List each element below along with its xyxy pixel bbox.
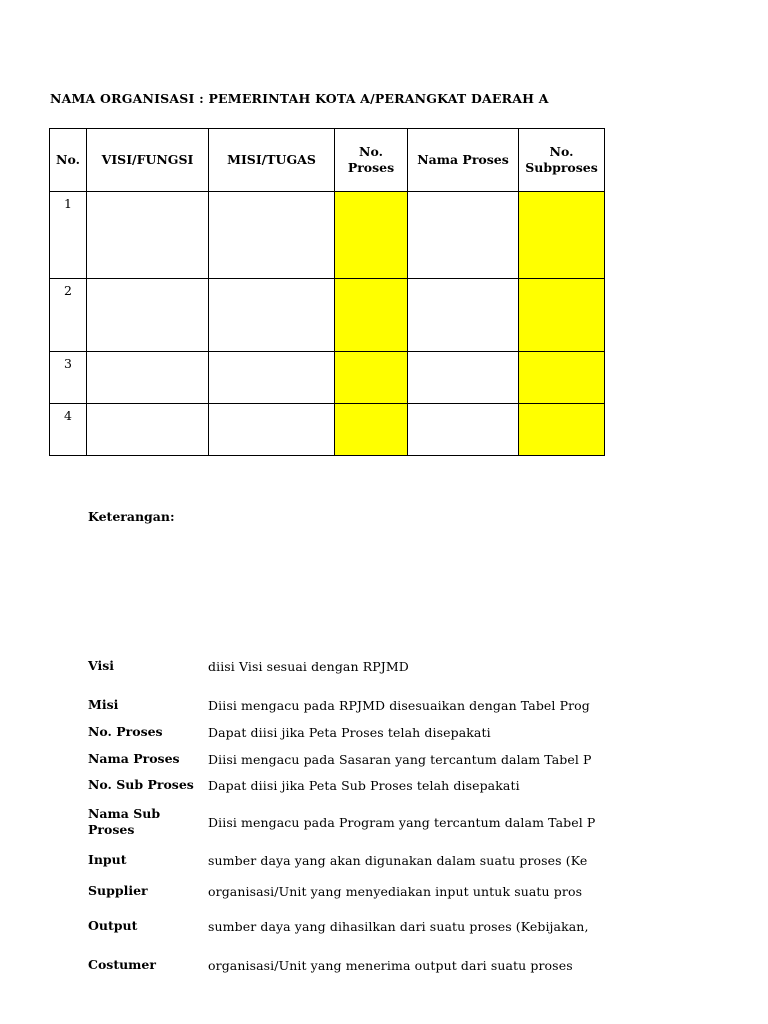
visi-fungsi-cell	[87, 279, 209, 352]
legend-description: Diisi mengacu pada Program yang tercantum dalam Tabel P	[208, 814, 596, 830]
legend-description: Dapat diisi jika Peta Sub Proses telah disepakati	[208, 777, 520, 793]
column-header-no-proses: No. Proses	[335, 129, 408, 192]
legend-term: Output	[88, 918, 138, 933]
legend-term: Costumer	[88, 957, 156, 972]
row-number: 3	[50, 352, 87, 404]
nama-proses-cell	[408, 279, 519, 352]
no-subproses-cell	[519, 404, 605, 456]
row-number: 4	[50, 404, 87, 456]
legend-description: Diisi mengacu pada Sasaran yang tercantum dalam Tabel P	[208, 751, 592, 767]
legend-row-visi	[88, 649, 604, 683]
legend-term: Input	[88, 852, 127, 867]
no-subproses-cell	[519, 192, 605, 279]
visi-fungsi-cell	[87, 192, 209, 279]
legend-row-no-sub-proses	[88, 768, 604, 802]
process-table	[49, 128, 605, 456]
column-header-nama-proses: Nama Proses	[408, 129, 519, 192]
legend-term: Misi	[88, 697, 119, 712]
visi-fungsi-cell	[87, 404, 209, 456]
legend-term: Supplier	[88, 883, 148, 898]
legend-row-supplier	[88, 874, 604, 908]
organization-title: NAMA ORGANISASI : PEMERINTAH KOTA A/PERANGKAT DAERAH A	[50, 91, 549, 106]
no-proses-cell	[335, 352, 408, 404]
row-number: 2	[50, 279, 87, 352]
misi-tugas-cell	[209, 404, 335, 456]
legend-description: organisasi/Unit yang menerima output dari suatu proses	[208, 957, 573, 973]
column-header-no: No.	[50, 129, 87, 192]
nama-proses-cell	[408, 352, 519, 404]
misi-tugas-cell	[209, 192, 335, 279]
legend-term: No. Sub Proses	[88, 777, 194, 792]
misi-tugas-cell	[209, 352, 335, 404]
legend-row-costumer	[88, 948, 604, 982]
legend-description: Dapat diisi jika Peta Proses telah disepakati	[208, 724, 491, 740]
column-header-visi-fungsi: VISI/FUNGSI	[87, 129, 209, 192]
table-header-row	[50, 129, 605, 192]
legend-description: organisasi/Unit yang menyediakan input untuk suatu pros	[208, 883, 583, 899]
legend-description: sumber daya yang dihasilkan dari suatu proses (Kebijakan,	[208, 918, 589, 934]
notes-heading: Keterangan:	[88, 509, 175, 524]
legend-description: Diisi mengacu pada RPJMD disesuaikan dengan Tabel Prog	[208, 697, 590, 713]
legend-term: No. Proses	[88, 724, 163, 739]
legend-description: diisi Visi sesuai dengan RPJMD	[208, 658, 409, 674]
misi-tugas-cell	[209, 279, 335, 352]
nama-proses-cell	[408, 404, 519, 456]
table-row	[50, 279, 605, 352]
row-number: 1	[50, 192, 87, 279]
legend-row-nama-sub-proses	[88, 805, 604, 839]
no-proses-cell	[335, 279, 408, 352]
legend-description: sumber daya yang akan digunakan dalam suatu proses (Ke	[208, 852, 588, 868]
no-proses-cell	[335, 404, 408, 456]
column-header-no-subproses: No. Subproses	[519, 129, 605, 192]
nama-proses-cell	[408, 192, 519, 279]
legend-row-input	[88, 843, 604, 877]
table-row	[50, 404, 605, 456]
visi-fungsi-cell	[87, 352, 209, 404]
legend-term: Visi	[88, 658, 115, 673]
no-subproses-cell	[519, 279, 605, 352]
legend-term: Nama Proses	[88, 751, 180, 766]
column-header-misi-tugas: MISI/TUGAS	[209, 129, 335, 192]
legend-term: Nama Sub Proses	[88, 806, 161, 837]
table-row	[50, 352, 605, 404]
legend-row-output	[88, 909, 604, 943]
table-row	[50, 192, 605, 279]
no-subproses-cell	[519, 352, 605, 404]
no-proses-cell	[335, 192, 408, 279]
